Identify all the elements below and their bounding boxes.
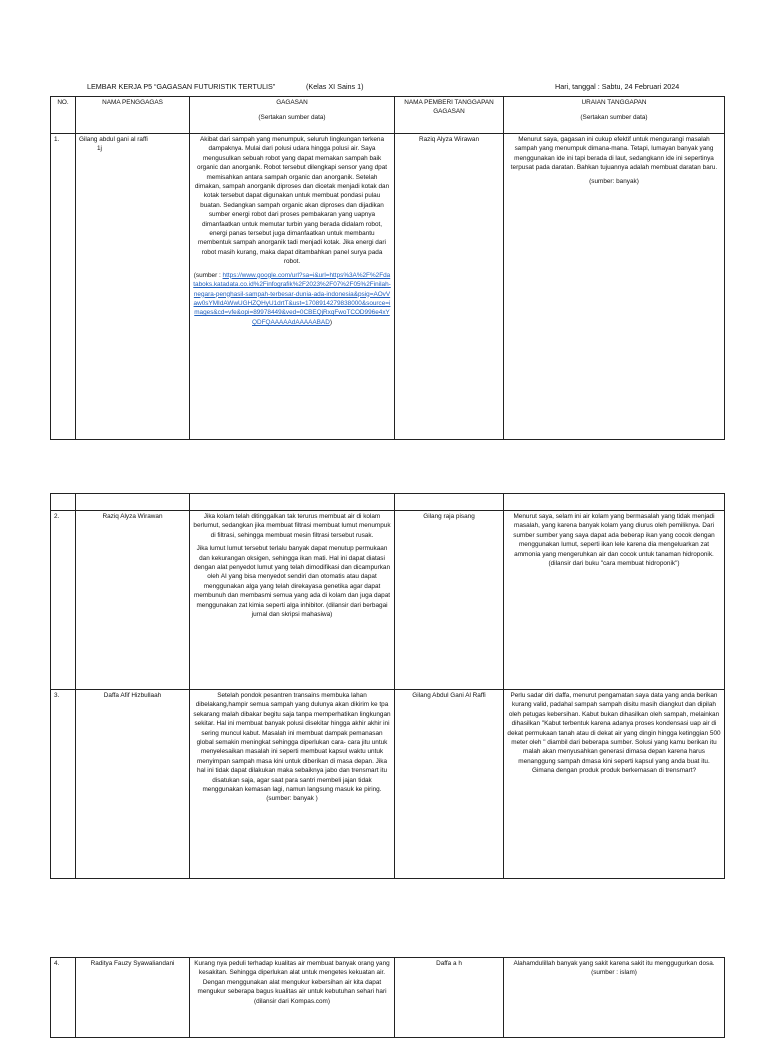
col-header-nama-pemberi: NAMA PEMBERI TANGGAPAN GAGASAN bbox=[395, 97, 504, 134]
pemberi-name: Daffa a h bbox=[395, 958, 504, 1038]
tanggapan-cell bbox=[504, 690, 725, 879]
col-header-uraian bbox=[504, 97, 725, 134]
worksheet-table-3 bbox=[50, 957, 725, 1038]
table-header-row bbox=[51, 97, 725, 134]
pemberi-name: Gilang raja pisang bbox=[395, 511, 504, 690]
penggagas-name-text: Gilang abdul gani al raffi bbox=[79, 136, 148, 143]
row-marker: 1j bbox=[97, 145, 102, 153]
date-label: Hari, tanggal : Sabtu, 24 Februari 2024 bbox=[555, 82, 680, 91]
col-header-no: NO. bbox=[51, 97, 76, 134]
gagasan-text: Akibat dari sampah yang menumpuk, seluruh lingkungan terkena dampaknya. Mulai dari polusi udara hingga polusi air. Saya mengusulkan sebuah robot yang dapat memakan sampah baik organic dan anorganik. Robot tersebut dilengkapi sensor yang dpat memisahkan antara sampah organic dan anorganik. Setelah dimakan, sampah anorganik diproses dan dicetak menjadi kotak dan kotak tersebut dapat digunakan untuk membuat pondasi pulau buatan. Sedangkan sampah organic akan diproses dan dijadikan sumber energi robot dari proses pembakaran yang uapnya dimanfaatkan untuk memutar turbin yang berada didalam robot, energi panas tersebut juga dimanfaatkan untuk membantu membentuk sampah anorganik tadi menjadi kotak. Jika energi dari robot masih kurang, maka dapat ditambahkan panel surya pada robot. bbox=[194, 136, 390, 266]
col-header-uraian-title: URAIAN TANGGAPAN bbox=[581, 99, 647, 106]
gagasan-text: Setelah pondok pesantren transains membuka lahan dibelakang,hampir semua sampah yang dulunya akan dikirim ke tpa sekarang malah dibakar begitu saja tanpa memperhatikan lingkungan sekitar. Hal ini membuat banyak polusi disekitar hingga akhir akhir ini sering muncul kabut. Masalah ini membuat dampak pemanasan global semakin meningkat sehingga diperlukan cara- cara jitu untuk menyelesaikan masalah ini seperti membuat kapsul waktu untuk menyimpan sampah masa kini untuk diberikan di masa depan. Jika hal ini tidak dapat dilakukan maka sebaiknya jabo dan trensmart itu disatukan saja, agar saat para santri membeli jajan tidak menggunakan kemasan lagi, namun langsung masuk ke piring. (sumber: banyak ) bbox=[193, 692, 391, 803]
row-number: 3. bbox=[51, 690, 76, 879]
tanggapan-text: Perlu sadar diri daffa, menurut pengamatan saya data yang anda berikan kurang valid, padahal sampah sampah disitu masih diangkut dan dipilah oleh petugas kebersihan. Kabut bukan dihasilkan oleh sampah, melainkan dihasilkan "Kabut terbentuk karena adanya proses kondensasi uap air di dekat permukaan tanah atau di dekat air yang dingin hingga ketinggian 500 meter oleh " diambil dari beberapa sumber. Solusi yang kamu berikan itu malah akan menyusahkan generasi dimasa depan karena harus menanggung sampah dmasa kini seperti kapsul yang anda buat itu. Gimana dengan produk produk berkemasan di trensmart? bbox=[507, 692, 721, 775]
table-row bbox=[51, 511, 725, 690]
penggagas-name bbox=[76, 134, 190, 440]
source-prefix: (sumber : bbox=[193, 271, 223, 279]
gagasan-text: Jika kolam telah ditinggalkan tak terurus membuat air di kolam berlumut, sedangkan jika membuat filtrasi membuat lumut menumpuk di filtrasi, sehingga membuat mesin filtrasi tersebut rusak. bbox=[193, 513, 391, 539]
tanggapan-text: Menurut saya, selam ini air kolam yang bermasalah yang tidak menjadi masalah, yang karena banyak kolam yang diurus oleh pemiliknya. Dari sumber sumber yang saya dapat ada beberap ikan yang cocok dengan menggunakan lumut, seperti ikan lele karena dia mengeluarkan zat ammonia yang mengeruhkan air dan cocok untuk tanaman hidroponik. (dilansir dari buku "cara membuat hidroponik") bbox=[513, 513, 715, 568]
tanggapan-source: (sumber: banyak) bbox=[589, 177, 639, 185]
gagasan-cell bbox=[190, 511, 395, 690]
worksheet-table-1 bbox=[50, 96, 725, 440]
table-row bbox=[51, 958, 725, 1038]
penggagas-name: Raziq Alyza Wirawan bbox=[76, 511, 190, 690]
row-number: 4. bbox=[51, 958, 76, 1038]
col-header-nama-penggagas: NAMA PENGGAGAS bbox=[76, 97, 190, 134]
col-header-gagasan bbox=[190, 97, 395, 134]
gagasan-text: Jika lumut lumut tersebut terlalu banyak dapat menutup permukaan dan kekurangan oksigen, sehingga ikan mati. Hal ini dapat diatasi dengan alat penyedot lumut yang telah dimodifikasi dan dicampurkan oleh AI yang bisa menyedot sendiri dan otomatis atau dapat menggunakan alga yang telah direkayasa genetika agar dapat membunuh dan membasmi semua yang ada di kolam dan juga dapat menggunakan zat kimia seperti alga inhibitor. (dilansir dari berbagai jurnal dan skripsi mahasiwa) bbox=[193, 545, 391, 619]
worksheet-title: LEMBAR KERJA P5 “GAGASAN FUTURISTIK TERTULIS” bbox=[87, 82, 276, 91]
tanggapan-text: Menurut saya, gagasan ini cukup efektif untuk mengurangi masalah sampah yang menumpuk dimana-mana. Tetapi, lumayan banyak yang menggunakan ide ini tapi berada di laut, sedangkann ide ini sepertinya terpusat pada daratan. Bahkan tujuannya adalah membuat daratan baru. bbox=[510, 136, 718, 172]
worksheet-table-2 bbox=[50, 493, 725, 879]
table-row bbox=[51, 134, 725, 440]
gagasan-cell bbox=[190, 958, 395, 1038]
class-label: (Kelas XI Sains 1) bbox=[306, 82, 364, 91]
source-link[interactable]: https://www.google.com/url?sa=i&url=https%3A%2F%2Fdataboks.katadata.co.id%2Finfografik%2F2023%2F07%2F05%2Finilah-negara-penghasil-sampah-terbesar-dunia-ada-indonesia&psig=AOvVaw0sYMIdAWwUGHZQHyU1drtT&ust=1708914279838000&source=images&cd=vfe&opi=89978449&ved=0CBEQjRxqFwoTCOD996e4xYQDFQAAAAAdAAAAABAD bbox=[193, 271, 391, 326]
tanggapan-cell bbox=[504, 511, 725, 690]
pemberi-name: Raziq Alyza Wirawan bbox=[395, 134, 504, 440]
gagasan-source bbox=[193, 271, 391, 327]
row-number: 1. bbox=[51, 134, 76, 440]
document-header bbox=[0, 80, 768, 94]
tanggapan-cell bbox=[504, 958, 725, 1038]
pemberi-name: Gilang Abdul Gani Al Raffi bbox=[395, 690, 504, 879]
col-header-gagasan-note: (Sertakan sumber data) bbox=[258, 114, 326, 122]
col-header-gagasan-title: GAGASAN bbox=[276, 99, 308, 106]
tanggapan-cell bbox=[504, 134, 725, 440]
empty-header-row bbox=[51, 494, 725, 511]
gagasan-cell bbox=[190, 134, 395, 440]
penggagas-name: Raditya Fauzy Syawaliandani bbox=[76, 958, 190, 1038]
tanggapan-text: Alahamdulillah banyak yang sakit karena sakit itu menggugurkan dosa.(sumber : islam) bbox=[513, 960, 715, 977]
row-number: 2. bbox=[51, 511, 76, 690]
gagasan-cell bbox=[190, 690, 395, 879]
table-row bbox=[51, 690, 725, 879]
col-header-uraian-note: (Sertakan sumber data) bbox=[580, 114, 648, 122]
gagasan-text: Kurang nya peduli terhadap kualitas air membuat banyak orang yang kesakitan. Sehingga diperlukan alat untuk mengetes kekuatan air. Dengan menggunakan alat mengukur kebersihan air kita dapat mengukur seberapa bagus kualitas air untuk kebutuhan sehari hari (dilansir dari Kompas.com) bbox=[194, 960, 390, 1005]
source-suffix: ) bbox=[329, 318, 332, 326]
penggagas-name: Daffa Afif Hizbullaah bbox=[76, 690, 190, 879]
